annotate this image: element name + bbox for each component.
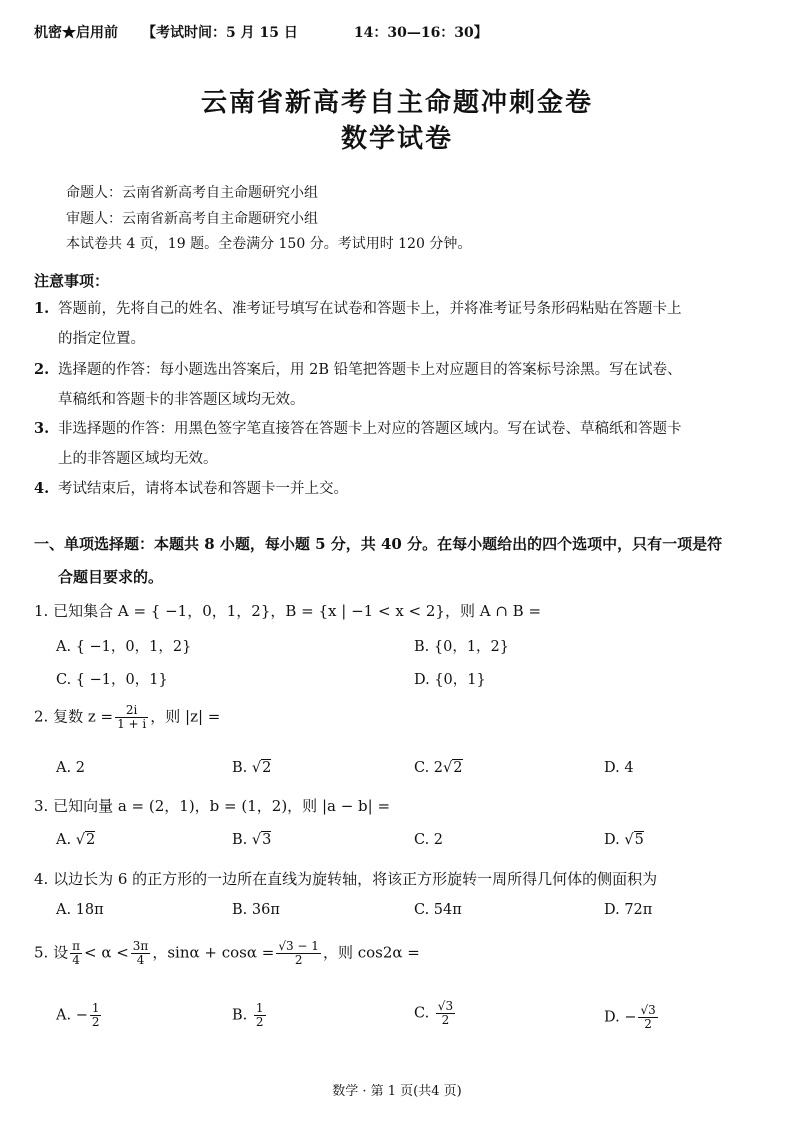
q5-f1-den: 4 (72, 953, 80, 967)
q5-suffix: ，则 cos2α = (322, 943, 420, 962)
notice-text: 非选择题的作答：用黑色签字笔直接答在答题卡上对应的答题区域内。写在试卷、草稿纸和答题卡 (58, 421, 682, 437)
header-line (34, 22, 488, 42)
question-1-stem: 1. 已知集合 A = { −1，0，1，2}，B = {x | −1 < x < 2}，则 A ∩ B = (34, 602, 542, 620)
question-2-stem (34, 704, 220, 731)
q3-a-radicand: 2 (85, 832, 96, 848)
notice-text: 选择题的作答：每小题选出答案后，用 2B 铅笔把答题卡上对应题目的答案标号涂黑。写在试卷、 (58, 362, 682, 378)
q1-option-d: D. {0，1} (414, 672, 486, 688)
q5-a-fraction (90, 1002, 102, 1029)
notice-num: 1. (34, 300, 50, 317)
q5-b-num: 1 (255, 1001, 264, 1015)
notice-item (34, 474, 348, 504)
q5-mid-1: < α < (83, 943, 129, 962)
notice-text: 答题前，先将自己的姓名、准考证号填写在试卷和答题卡上，并将准考证号条形码粘贴在答题卡上 (58, 301, 682, 317)
q2-b-radicand: 2 (262, 760, 272, 776)
info-line: 本试卷共 4 页，19 题。全卷满分 150 分。考试用时 120 分钟。 (66, 236, 472, 252)
q5-b-fraction (254, 1002, 266, 1029)
q3-option-c: C. 2 (414, 832, 444, 848)
q2-c-label: C. 2 (414, 760, 444, 776)
q5-f3-den: 2 (294, 953, 303, 967)
q4-option-d: D. 72π (604, 902, 653, 918)
q5-fraction-3 (276, 940, 321, 967)
question-3-stem: 3. 已知向量 a = (2，1)，b = (1，2)，则 |a − b| = (34, 797, 391, 815)
notice-item (34, 414, 682, 474)
q5-d-den: 2 (644, 1017, 652, 1031)
q4-option-b: B. 36π (232, 902, 280, 918)
q4-option-c: C. 54π (414, 902, 462, 918)
q5-option-b (232, 1002, 268, 1029)
q2-c-radicand: 2 (453, 760, 463, 776)
q5-b-label: B. (232, 1007, 248, 1024)
q2-suffix: ，则 |z| = (150, 707, 221, 726)
q5-a-den: 2 (91, 1015, 100, 1029)
q5-fraction-2 (131, 940, 151, 967)
q5-option-c (414, 1000, 457, 1027)
notice-item (34, 294, 682, 354)
q2-frac-num: 2i (115, 704, 148, 718)
q1-option-a: A. { −1，0，1，2} (56, 639, 192, 655)
q1-option-c: C. { −1，0，1} (56, 672, 168, 688)
q2-option-c: C. 2√2 (414, 760, 463, 776)
notice-item (34, 355, 682, 415)
q3-b-label: B. (232, 832, 248, 848)
notice-heading: 注意事项： (34, 272, 110, 290)
q5-c-label: C. (414, 1005, 430, 1022)
notice-num: 2. (34, 361, 50, 378)
q5-a-num: 1 (91, 1001, 100, 1015)
question-5-stem (34, 940, 420, 967)
q5-f2-den: 4 (136, 953, 145, 967)
q5-a-label: A. − (56, 1007, 88, 1024)
page-subtitle: 数学试卷 (340, 124, 453, 154)
q2-b-label: B. (232, 760, 248, 776)
reviewer-line: 审题人：云南省新高考自主命题研究小组 (66, 211, 318, 227)
notice-text-cont: 草稿纸和答题卡的非答题区域均无效。 (58, 392, 305, 408)
q5-f1-num: π (72, 939, 80, 953)
q5-c-fraction (436, 1000, 455, 1027)
notice-text: 考试结束后，请将本试卷和答题卡一并上交。 (58, 481, 348, 497)
q3-d-label: D. (604, 832, 620, 848)
q3-option-d: D. √5 (604, 832, 644, 848)
q5-d-label: D. − (604, 1009, 637, 1026)
q5-f3-num: √3 − 1 (278, 939, 319, 953)
q5-fraction-1 (70, 940, 82, 967)
notice-num: 3. (34, 420, 50, 437)
q2-prefix: 2. 复数 z = (34, 707, 114, 726)
q5-option-d (604, 1004, 660, 1031)
exam-time: 【考试时间：5 月 15 日 (142, 25, 298, 41)
page-footer: 数学 · 第 1 页(共4 页) (332, 1084, 462, 1099)
q5-mid-2: ，sinα + cosα = (152, 943, 275, 962)
q5-b-den: 2 (255, 1015, 264, 1029)
page-title: 云南省新高考自主命题冲刺金卷 (200, 88, 593, 118)
q5-option-a (56, 1002, 103, 1029)
time-range: 14：30—16：30】 (353, 25, 488, 41)
q5-c-den: 2 (441, 1013, 450, 1027)
q3-d-radicand: 5 (634, 832, 644, 848)
q5-c-num: √3 (437, 999, 454, 1013)
q3-option-a: A. √2 (56, 832, 96, 848)
q1-option-b: B. {0，1，2} (414, 639, 510, 655)
notice-text-cont: 上的非答题区域均无效。 (58, 451, 218, 467)
q2-frac-den: 1 + i (117, 717, 147, 731)
q5-d-num: √3 (640, 1003, 656, 1017)
notice-text-cont: 的指定位置。 (58, 331, 145, 347)
q4-option-a: A. 18π (56, 902, 104, 918)
author-line: 命题人：云南省新高考自主命题研究小组 (66, 185, 318, 201)
q2-option-b: B. √2 (232, 760, 272, 776)
q2-fraction (115, 704, 148, 731)
question-4-stem: 4. 以边长为 6 的正方形的一边所在直线为旋转轴，将该正方形旋转一周所得几何体的侧面积为 (34, 870, 658, 888)
notice-num: 4. (34, 480, 50, 497)
q3-a-label: A. (56, 832, 72, 848)
q5-prefix: 5. 设 (34, 943, 69, 962)
q2-option-a: A. 2 (56, 760, 85, 776)
secret-label: 机密★启用前 (34, 25, 118, 41)
q5-f2-num: 3π (132, 939, 149, 953)
q5-d-fraction (638, 1004, 657, 1031)
q3-b-radicand: 3 (262, 832, 272, 848)
q3-option-b: B. √3 (232, 832, 272, 848)
q2-option-d: D. 4 (604, 760, 634, 776)
section-heading-cont: 合题目要求的。 (58, 568, 164, 586)
section-heading: 一、单项选择题：本题共 8 小题，每小题 5 分，共 40 分。在每小题给出的四个选项中，只有一项是符 (34, 535, 723, 553)
